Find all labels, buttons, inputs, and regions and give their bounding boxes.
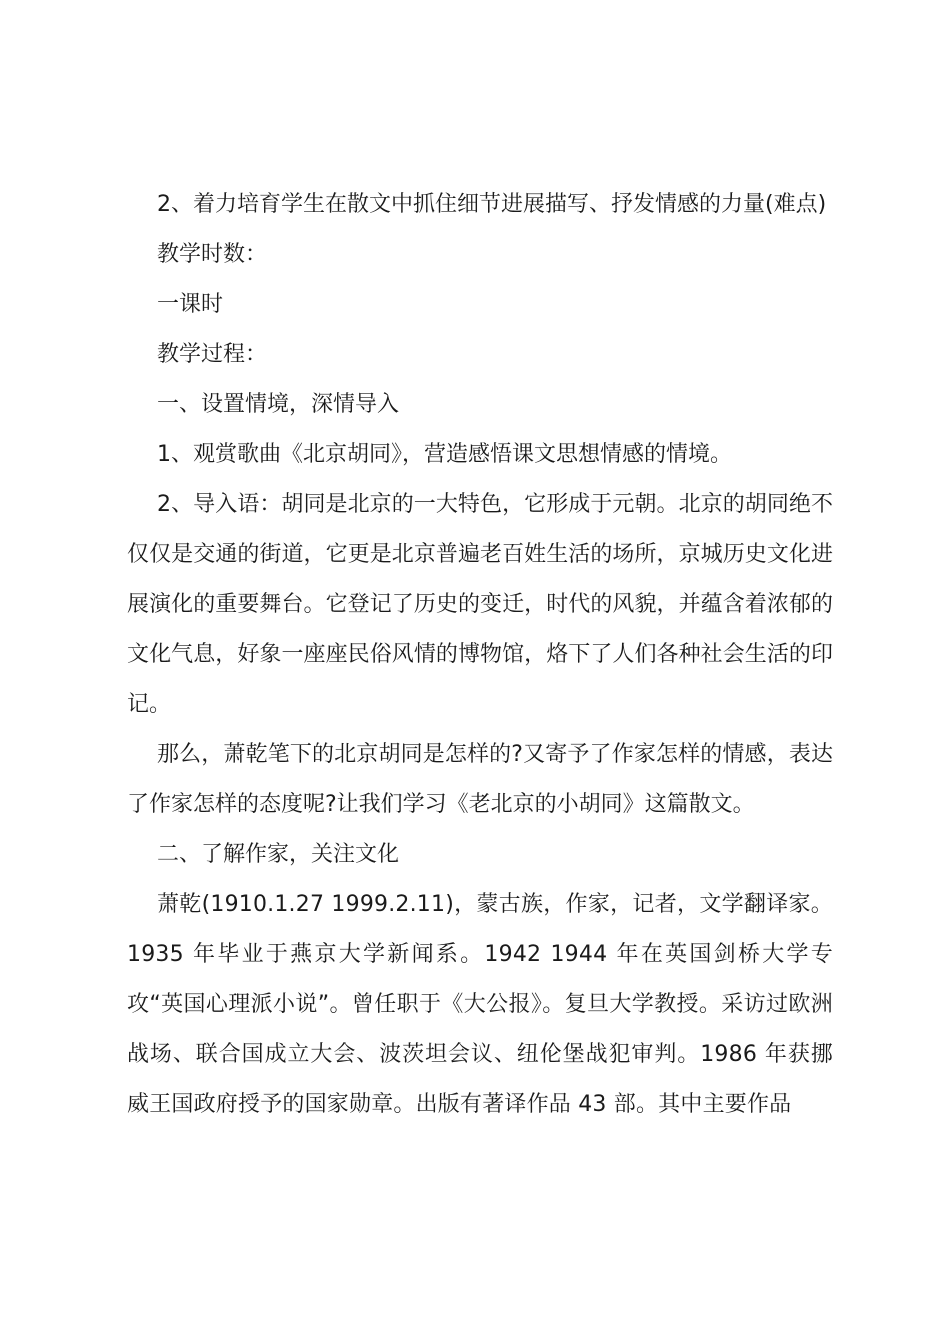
section-heading-2: 二、了解作家，关注文化 <box>157 842 400 867</box>
paragraph-step-2: 2、导入语：胡同是北京的一大特色，它形成于元朝。北京的胡同绝不仅仅是交通的街道，它更是北京普遍老百姓生活的场所，京城历史文化进展演化的重要舞台。它登记了历史的变迁，时代的风貌，并蕴含着浓郁的文化气息，好象一座座民俗风情的博物馆，烙下了人们各种社会生活的印记。 <box>127 492 833 717</box>
document-body <box>127 180 833 1130</box>
paragraph-teaching-process-label: 教学过程： <box>157 342 268 367</box>
paragraph-teaching-hours-value: 一课时 <box>157 292 224 317</box>
section-heading-1: 一、设置情境，深情导入 <box>157 392 400 417</box>
paragraph-step-1: 1、观赏歌曲《北京胡同》，营造感悟课文思想情感的情境。 <box>157 442 732 467</box>
paragraph-author-bio: 萧乾(1910.1.27 1999.2.11)，蒙古族，作家，记者，文学翻译家。1935 年毕业于燕京大学新闻系。1942 1944 年在英国剑桥大学专攻“英国心理派小说”。曾任职于《大公报》。复旦大学教授。采访过欧洲战场、联合国成立大会、波茨坦会议、纽伦堡战犯审判。1986 年获挪威王国政府授予的国家勋章。出版有著译作品 43 部。其中主要作品 <box>127 892 833 1117</box>
paragraph-question: 那么，萧乾笔下的北京胡同是怎样的?又寄予了作家怎样的情感，表达了作家怎样的态度呢?让我们学习《老北京的小胡同》这篇散文。 <box>127 742 833 817</box>
paragraph-objective-2: 2、着力培育学生在散文中抓住细节进展描写、抒发情感的力量(难点) <box>157 192 827 217</box>
paragraph-teaching-hours-label: 教学时数： <box>157 242 268 267</box>
